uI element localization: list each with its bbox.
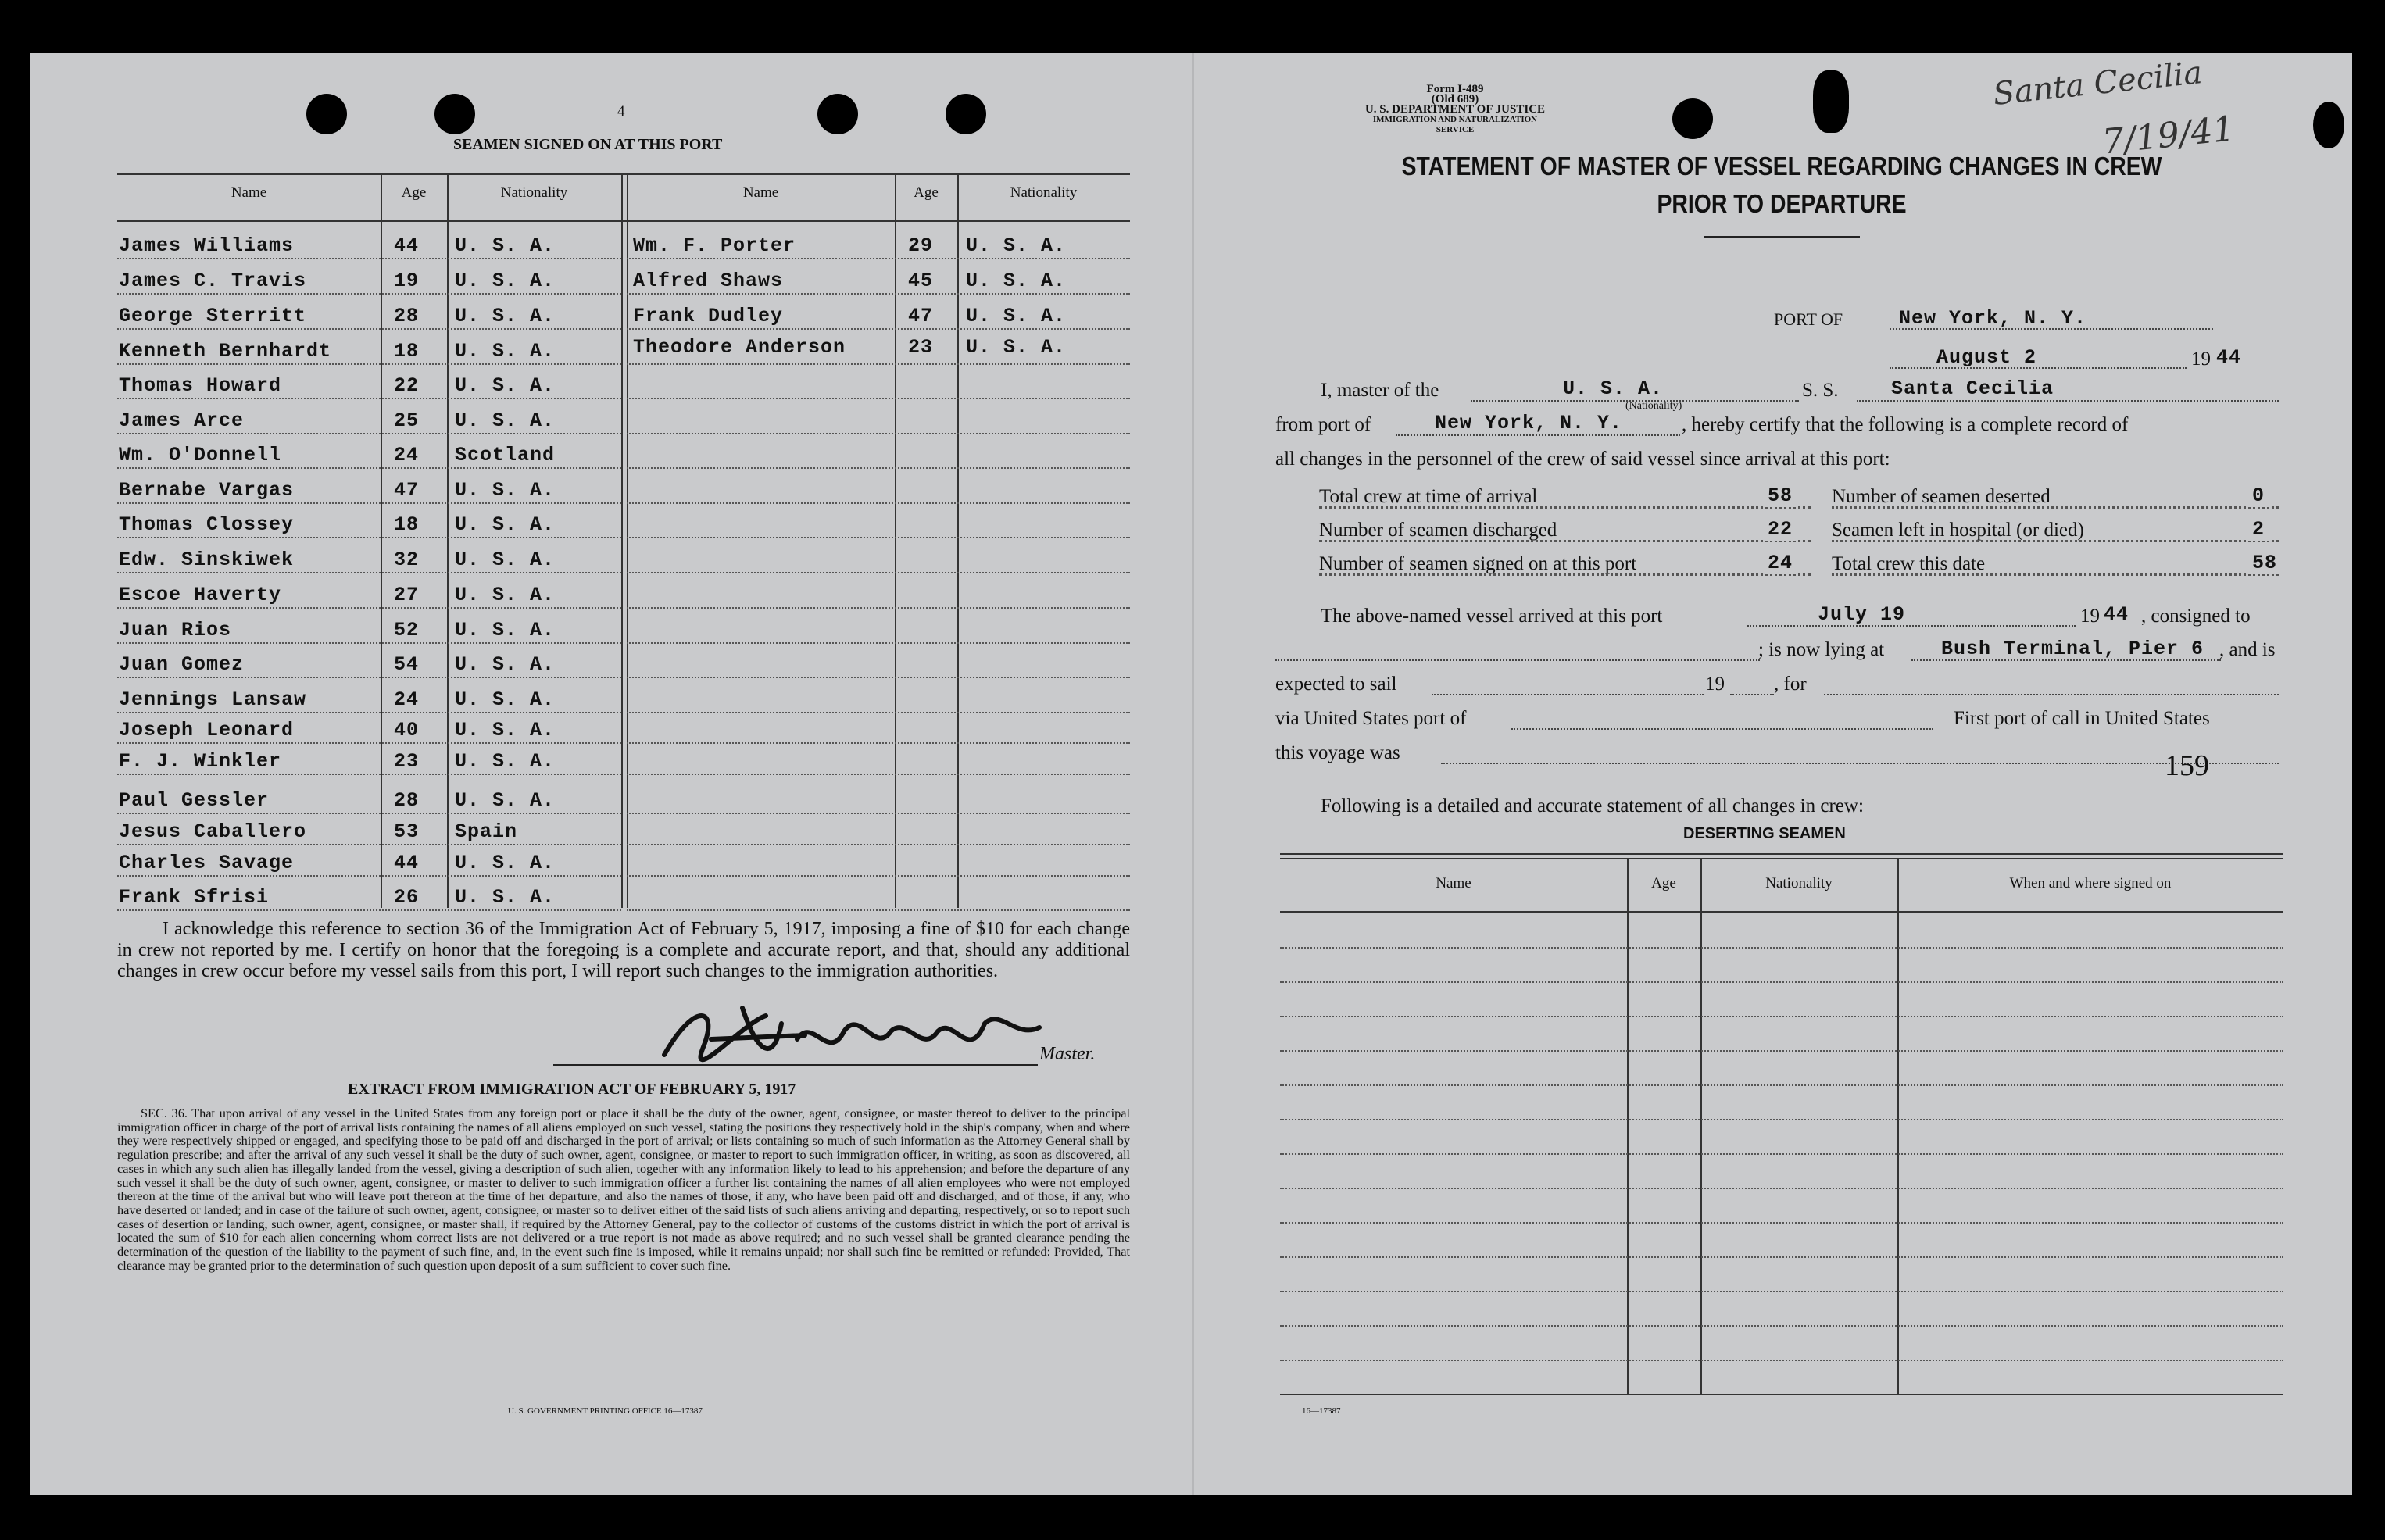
row-rule	[627, 502, 1130, 504]
year-value: 44	[2216, 346, 2242, 369]
row-rule	[117, 502, 621, 504]
row-age: 22	[394, 374, 420, 397]
left-page-title: SEAMEN SIGNED ON AT THIS PORT	[453, 136, 723, 153]
row-rule	[627, 572, 1130, 573]
row-nationality: U. S. A.	[455, 374, 556, 397]
row-age: 29	[908, 234, 934, 257]
row-age: 47	[394, 479, 420, 502]
deserting-row-rule	[1280, 981, 2283, 983]
deserting-row-rule	[1280, 1153, 2283, 1155]
row-nationality: U. S. A.	[455, 619, 556, 641]
punch-hole	[946, 94, 986, 134]
col-header-nationality: Nationality	[500, 184, 568, 201]
row-nationality: U. S. A.	[966, 336, 1067, 359]
stat-label: Seamen left in hospital (or died)	[1832, 520, 2084, 541]
deserting-col-nationality: Nationality	[1765, 875, 1833, 891]
col-header-age: Age	[401, 184, 427, 201]
and-is-label: , and is	[2219, 639, 2276, 660]
arrived-value: July 19	[1818, 603, 1906, 626]
stamp-number: 159	[2165, 749, 2209, 782]
deserting-bottom-rule	[1280, 1394, 2283, 1395]
row-age: 28	[394, 789, 420, 812]
stat-leader	[1319, 540, 1811, 542]
old-form-number: (Old 689)	[1431, 93, 1479, 105]
row-rule	[117, 813, 621, 814]
stat-value: 22	[1763, 518, 1797, 541]
lying-at-label: ; is now lying at	[1758, 639, 1885, 660]
stat-label: Number of seamen discharged	[1319, 520, 1557, 541]
following-text: Following is a detailed and accurate statement of all changes in crew:	[1321, 795, 1864, 816]
row-rule	[117, 844, 621, 845]
deserting-row-rule	[1280, 1188, 2283, 1189]
stat-value: 58	[1763, 484, 1797, 507]
row-age: 45	[908, 270, 934, 292]
row-age: 25	[394, 409, 420, 432]
row-name: Joseph Leonard	[119, 719, 295, 741]
row-nationality: U. S. A.	[455, 305, 556, 327]
row-age: 47	[908, 305, 934, 327]
row-nationality: U. S. A.	[966, 305, 1067, 327]
row-rule	[117, 467, 621, 469]
col-rule	[381, 173, 382, 908]
deserting-row-rule	[1280, 1222, 2283, 1224]
date-value: August 2	[1936, 346, 2037, 369]
row-rule	[627, 328, 1130, 330]
deserting-row-rule	[1280, 1050, 2283, 1052]
row-name: Escoe Haverty	[119, 584, 282, 606]
col-rule	[957, 173, 959, 908]
row-name: Kenneth Bernhardt	[119, 340, 332, 363]
form-number: Form I-489	[1426, 83, 1484, 95]
form-header	[1361, 84, 1549, 135]
row-rule	[627, 433, 1130, 434]
row-age: 24	[394, 688, 420, 711]
sail-year-field	[1730, 670, 1774, 695]
row-age: 28	[394, 305, 420, 327]
stat-value: 2	[2247, 518, 2269, 541]
col-rule	[627, 173, 628, 908]
row-name: George Sterritt	[119, 305, 307, 327]
row-nationality: U. S. A.	[455, 513, 556, 536]
row-nationality: Scotland	[455, 444, 556, 466]
row-rule	[117, 909, 621, 911]
row-rule	[627, 363, 1130, 365]
row-age: 44	[394, 234, 420, 257]
punch-hole	[1813, 70, 1849, 133]
service: IMMIGRATION AND NATURALIZATION SERVICE	[1372, 115, 1538, 134]
row-rule	[627, 398, 1130, 399]
stat-leader	[1832, 540, 2279, 542]
row-rule	[117, 398, 621, 399]
nationality-value: U. S. A.	[1563, 377, 1664, 400]
row-name: Juan Gomez	[119, 653, 245, 676]
row-rule	[117, 328, 621, 330]
for-label: , for	[1774, 674, 1807, 695]
row-nationality: U. S. A.	[455, 688, 556, 711]
deserting-col-rule	[1700, 858, 1702, 1394]
row-rule	[627, 909, 1130, 911]
row-name: Juan Rios	[119, 619, 232, 641]
row-rule	[627, 844, 1130, 845]
right-printer-line: 16—17387	[1302, 1406, 1341, 1416]
row-name: Theodore Anderson	[633, 336, 846, 359]
row-name: Thomas Howard	[119, 374, 282, 397]
row-age: 32	[394, 548, 420, 571]
year-prefix: 19	[2080, 606, 2100, 627]
row-age: 23	[908, 336, 934, 359]
row-nationality: U. S. A.	[455, 852, 556, 874]
row-age: 23	[394, 750, 420, 773]
row-age: 18	[394, 513, 420, 536]
col-rule	[447, 173, 449, 908]
row-age: 18	[394, 340, 420, 363]
deserting-row-rule	[1280, 1119, 2283, 1120]
sail-date-field	[1432, 670, 1704, 695]
year-prefix: 19	[2191, 348, 2211, 370]
page-fold	[1192, 53, 1194, 1495]
title-underline	[1704, 236, 1860, 238]
table-top-rule	[117, 173, 1130, 175]
row-name: Bernabe Vargas	[119, 479, 295, 502]
row-nationality: U. S. A.	[455, 789, 556, 812]
col-header-age: Age	[914, 184, 939, 201]
row-rule	[117, 363, 621, 365]
row-age: 52	[394, 619, 420, 641]
row-name: Wm. F. Porter	[633, 234, 796, 257]
consignee-field	[1275, 636, 1760, 661]
row-name: F. J. Winkler	[119, 750, 282, 773]
arrived-label: The above-named vessel arrived at this port	[1321, 606, 1663, 627]
row-rule	[627, 293, 1130, 295]
row-rule	[117, 572, 621, 573]
row-rule	[117, 293, 621, 295]
deserting-col-age: Age	[1651, 875, 1676, 891]
destination-field	[1824, 670, 2279, 695]
row-nationality: U. S. A.	[966, 234, 1067, 257]
certify-text: , hereby certify that the following is a complete record of	[1682, 414, 2129, 435]
stat-label: Total crew at time of arrival	[1319, 486, 1538, 507]
row-nationality: U. S. A.	[455, 653, 556, 676]
col-header-name: Name	[742, 184, 779, 201]
page-number: 4	[617, 103, 625, 120]
row-name: James C. Travis	[119, 270, 307, 292]
stat-leader	[1319, 573, 1811, 576]
col-header-name: Name	[231, 184, 267, 201]
extract-title: EXTRACT FROM IMMIGRATION ACT OF FEBRUARY 5, 1917	[348, 1081, 796, 1098]
deserting-row-rule	[1280, 1360, 2283, 1361]
row-name: James Arce	[119, 409, 245, 432]
pencil-annotation-date: 7/19/41	[2100, 109, 2237, 163]
row-name: Frank Dudley	[633, 305, 784, 327]
stat-value: 0	[2247, 484, 2269, 507]
deserting-header-rule	[1280, 911, 2283, 913]
port-value: New York, N. Y.	[1899, 307, 2087, 330]
deserting-row-rule	[1280, 1325, 2283, 1327]
col-header-nationality: Nationality	[1010, 184, 1078, 201]
row-nationality: U. S. A.	[455, 409, 556, 432]
row-age: 53	[394, 820, 420, 843]
row-age: 27	[394, 584, 420, 606]
deserting-top-rule2	[1280, 858, 2283, 859]
punch-hole	[817, 94, 858, 134]
row-nationality: U. S. A.	[455, 234, 556, 257]
punch-hole	[1672, 98, 1713, 139]
row-nationality: U. S. A.	[455, 270, 556, 292]
pencil-annotation-ship: Santa Cecilia	[1991, 55, 2204, 113]
row-nationality: U. S. A.	[455, 719, 556, 741]
col-rule	[895, 173, 896, 908]
deserting-row-rule	[1280, 1256, 2283, 1258]
row-rule	[117, 433, 621, 434]
stat-leader	[1832, 506, 2279, 509]
row-rule	[627, 875, 1130, 877]
left-printer-line: U. S. GOVERNMENT PRINTING OFFICE 16—17387	[508, 1406, 703, 1416]
ss-label: S. S.	[1802, 380, 1839, 401]
first-port-label: First port of call in United States	[1954, 708, 2210, 729]
stat-value: 58	[2247, 552, 2282, 574]
stat-value: 24	[1763, 552, 1797, 574]
deserting-col-rule	[1627, 858, 1629, 1394]
row-nationality: U. S. A.	[455, 750, 556, 773]
row-nationality: U. S. A.	[455, 340, 556, 363]
date-field	[1890, 344, 2187, 369]
row-rule	[627, 537, 1130, 538]
via-label: via United States port of	[1275, 708, 1467, 729]
row-nationality: U. S. A.	[455, 584, 556, 606]
department: U. S. DEPARTMENT OF JUSTICE	[1364, 103, 1546, 116]
col-rule	[621, 173, 623, 908]
row-name: Edw. Sinskiwek	[119, 548, 295, 571]
deserting-row-rule	[1280, 1084, 2283, 1086]
expected-label: expected to sail	[1275, 674, 1397, 695]
deserting-row-rule	[1280, 1016, 2283, 1017]
stat-leader	[1832, 573, 2279, 576]
stat-label: Total crew this date	[1832, 553, 1986, 574]
row-rule	[627, 677, 1130, 678]
row-name: Alfred Shaws	[633, 270, 784, 292]
via-field	[1511, 705, 1933, 730]
all-changes-text: all changes in the personnel of the crew of said vessel since arrival at this port:	[1275, 448, 1890, 470]
punch-hole	[434, 94, 475, 134]
row-rule	[627, 813, 1130, 814]
row-rule	[117, 875, 621, 877]
row-age: 24	[394, 444, 420, 466]
row-rule	[627, 258, 1130, 259]
row-name: Thomas Clossey	[119, 513, 295, 536]
year-prefix: 19	[1705, 674, 1725, 695]
row-name: Wm. O'Donnell	[119, 444, 282, 466]
row-rule	[627, 607, 1130, 609]
row-rule	[117, 258, 621, 259]
stat-label: Number of seamen deserted	[1832, 486, 2051, 507]
voyage-field	[1441, 739, 2279, 764]
row-nationality: Spain	[455, 820, 518, 843]
row-name: James Williams	[119, 234, 295, 257]
row-nationality: U. S. A.	[966, 270, 1067, 292]
arrived-field	[1747, 602, 2076, 627]
row-age: 26	[394, 886, 420, 909]
deserting-row-rule	[1280, 1291, 2283, 1292]
row-rule	[627, 712, 1130, 713]
row-rule	[117, 607, 621, 609]
port-label: PORT OF	[1774, 309, 1843, 329]
stat-label: Number of seamen signed on at this port	[1319, 553, 1637, 574]
row-rule	[627, 642, 1130, 644]
signature-line	[553, 1064, 1038, 1066]
row-name: Paul Gessler	[119, 789, 270, 812]
row-name: Frank Sfrisi	[119, 886, 270, 909]
row-name: Jesus Caballero	[119, 820, 307, 843]
ship-name: Santa Cecilia	[1891, 377, 2054, 400]
row-rule	[117, 774, 621, 775]
deserting-col-signed-on: When and where signed on	[2009, 875, 2172, 891]
deserting-col-rule	[1897, 858, 1899, 1394]
stat-leader	[1319, 506, 1811, 509]
deserting-top-rule	[1280, 853, 2283, 855]
deserting-col-name: Name	[1436, 875, 1471, 891]
row-age: 40	[394, 719, 420, 741]
consigned-to-label: , consigned to	[2141, 606, 2251, 627]
punch-hole	[2313, 102, 2344, 148]
from-port-value: New York, N. Y.	[1435, 412, 1623, 434]
arrived-year: 44	[2104, 603, 2129, 626]
master-of-label: I, master of the	[1321, 380, 1439, 401]
row-rule	[627, 742, 1130, 744]
row-rule	[627, 467, 1130, 469]
nationality-caption: (Nationality)	[1625, 400, 1682, 412]
row-nationality: U. S. A.	[455, 886, 556, 909]
acknowledgment-text: I acknowledge this reference to section 36 of the Immigration Act of February 5, 1917, imposing a fine of $10 for each change in crew not reported by me. I certify on honor that the foregoing is a complete and accurate report, and that, should any additional changes in crew occur before my vessel sails from this port, I will report such changes to the immigration authorities.	[117, 919, 1130, 981]
deserting-row-rule	[1280, 947, 2283, 949]
row-rule	[117, 537, 621, 538]
row-age: 54	[394, 653, 420, 676]
deserting-title: DESERTING SEAMEN	[1683, 825, 1846, 842]
punch-hole	[306, 94, 347, 134]
from-port-label: from port of	[1275, 414, 1371, 435]
master-label: Master.	[1039, 1044, 1096, 1064]
lying-value: Bush Terminal, Pier 6	[1941, 638, 2204, 660]
row-rule	[117, 677, 621, 678]
row-name: Jennings Lansaw	[119, 688, 307, 711]
row-rule	[117, 712, 621, 713]
form-title-line1: STATEMENT OF MASTER OF VESSEL REGARDING CHANGES IN CREW	[1401, 152, 2162, 180]
row-rule	[117, 642, 621, 644]
table-header-rule	[117, 220, 1130, 222]
row-nationality: U. S. A.	[455, 479, 556, 502]
row-rule	[627, 774, 1130, 775]
row-nationality: U. S. A.	[455, 548, 556, 571]
voyage-label: this voyage was	[1275, 742, 1400, 763]
row-rule	[117, 742, 621, 744]
row-name: Charles Savage	[119, 852, 295, 874]
form-title-line2: PRIOR TO DEPARTURE	[1657, 189, 1907, 218]
row-age: 44	[394, 852, 420, 874]
extract-text: SEC. 36. That upon arrival of any vessel in the United States from any foreign port or place it shall be the duty of the owner, agent, consignee, or master thereof to deliver to the principal immigration officer in charge of the port of arrival lists containing the names of all aliens employed on such vessel, stating the positions they respectively hold in the ship's company, when and where they were respectively shipped or engaged, and specifying those to be paid off and discharged in the port of arrival; or lists containing so much of such information as the Attorney General shall by regulation prescribe; and after the arrival of any such vessel it shall be the duty of such owner, agent, consignee, or master to report to such immigration officer, in writing, as soon as discovered, all cases in which any such alien has illegally landed from the vessel, giving a description of such alien, together with any information likely to lead to his apprehension; and before the departure of any such vessel it shall be the duty of such owner, agent, consignee, or master to deliver to such immigration officer a further list containing the names of all alien employees who were not employed thereon at the time of the arrival but who will leave port thereon at the time of her departure, and also the names of those, if any, who have been paid off and discharged, and of those, if any, who have deserted or landed; and in case of the failure of such owner, agent, consignee, or master so to deliver either of the said lists of such aliens arriving and departing, respectively, or so to report such cases of desertion or landing, such owner, agent, consignee, or master shall, if required by the Attorney General, pay to the collector of customs of the customs district in which the port of arrival is located the sum of $10 for each alien concerning whom correct lists are not delivered or a true report is not made as above required; and no such vessel shall be granted clearance pending the determination of the question of the liability to the payment of such fine, and, in the event such fine is imposed, while it remains unpaid; nor shall such fine be remitted or refunded: Provided, That clearance may be granted prior to the determination of such question upon deposit of a sum sufficient to cover such fine.	[117, 1106, 1130, 1273]
row-age: 19	[394, 270, 420, 292]
